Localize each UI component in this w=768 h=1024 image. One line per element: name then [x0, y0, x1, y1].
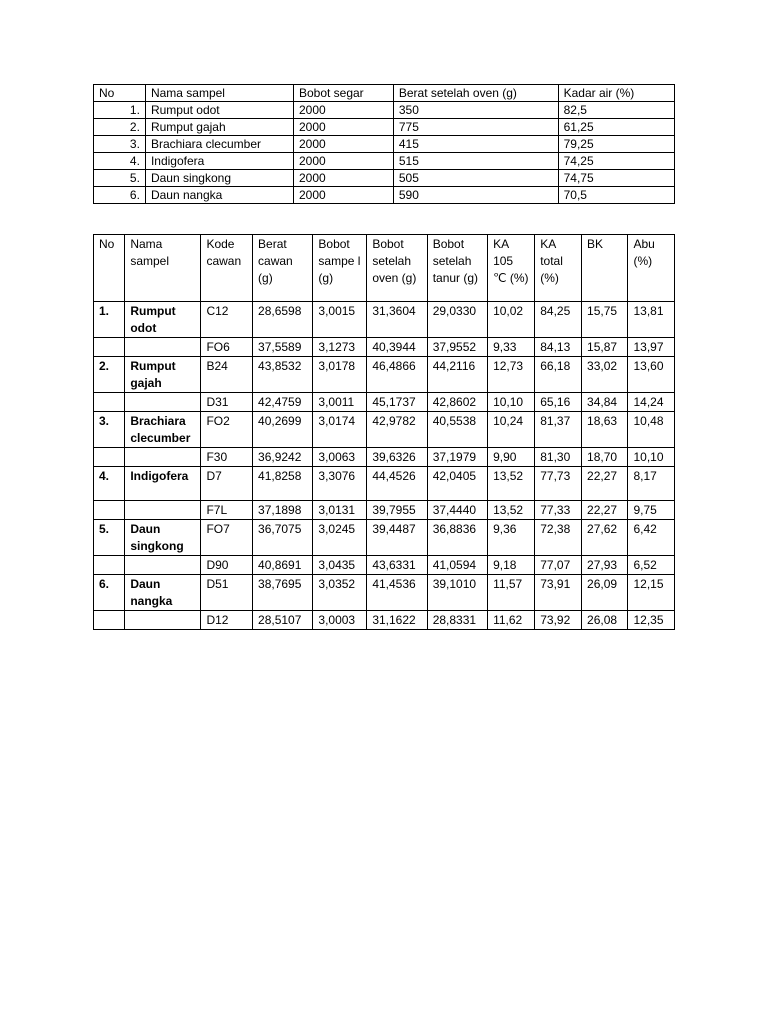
sample-name: Indigofera [125, 467, 201, 501]
table-cell: 22,27 [582, 467, 628, 501]
table-cell: 3,1273 [313, 338, 367, 357]
table-cell: 84,25 [535, 302, 582, 338]
table-cell: 13,97 [628, 338, 675, 357]
table-cell: 29,0330 [427, 302, 487, 338]
sample-name [125, 448, 201, 467]
moisture-summary-table [93, 84, 675, 204]
table-cell: Rumput odot [145, 102, 293, 119]
table-header-row [94, 85, 675, 102]
column-header: KA 105 ℃ (%) [488, 235, 535, 302]
table-cell: 28,5107 [253, 611, 313, 630]
table-cell: 10,10 [628, 448, 675, 467]
table-cell: 3,0063 [313, 448, 367, 467]
table-cell: 74,25 [558, 153, 674, 170]
table-row [94, 187, 675, 204]
table-cell: 3,0015 [313, 302, 367, 338]
table-cell: 39,7955 [367, 501, 427, 520]
table-cell: 13,60 [628, 357, 675, 393]
table-cell: 70,5 [558, 187, 674, 204]
table-cell: 42,8602 [427, 393, 487, 412]
table-cell: 14,24 [628, 393, 675, 412]
table-cell: 10,48 [628, 412, 675, 448]
row-number: 1. [94, 102, 146, 119]
table-cell: 33,02 [582, 357, 628, 393]
sample-name: Rumput gajah [125, 357, 201, 393]
table-cell: 13,81 [628, 302, 675, 338]
cup-code: D90 [201, 556, 253, 575]
table-row [94, 102, 675, 119]
column-header: Nama sampel [125, 235, 201, 302]
table-cell: 15,75 [582, 302, 628, 338]
column-header: Berat setelah oven (g) [393, 85, 558, 102]
table-row [94, 119, 675, 136]
sample-name [125, 501, 201, 520]
column-header: Nama sampel [145, 85, 293, 102]
cup-code: D51 [201, 575, 253, 611]
table-row [94, 302, 675, 338]
table-row [94, 170, 675, 187]
row-number: 4. [94, 153, 146, 170]
table-row [94, 611, 675, 630]
table-cell: 43,8532 [253, 357, 313, 393]
table-cell: 45,1737 [367, 393, 427, 412]
table-cell: 39,1010 [427, 575, 487, 611]
sample-name [125, 556, 201, 575]
cup-code: F30 [201, 448, 253, 467]
table-cell: 3,0174 [313, 412, 367, 448]
table-cell: Rumput gajah [145, 119, 293, 136]
table-cell: 82,5 [558, 102, 674, 119]
table-row [94, 556, 675, 575]
table-cell: 3,0003 [313, 611, 367, 630]
table-row [94, 575, 675, 611]
row-number [94, 556, 125, 575]
cup-code: D31 [201, 393, 253, 412]
table-cell: 10,24 [488, 412, 535, 448]
table-cell: 77,33 [535, 501, 582, 520]
table-cell: 28,8331 [427, 611, 487, 630]
column-header: BK [582, 235, 628, 302]
table-row [94, 393, 675, 412]
table-cell: 42,9782 [367, 412, 427, 448]
table-cell: 2000 [293, 153, 393, 170]
table-cell: 36,8836 [427, 520, 487, 556]
table-cell: 2000 [293, 187, 393, 204]
table-row [94, 520, 675, 556]
table-cell: 10,10 [488, 393, 535, 412]
table-cell: 73,91 [535, 575, 582, 611]
table-cell: 22,27 [582, 501, 628, 520]
column-header: Bobot sampe l (g) [313, 235, 367, 302]
table-cell: 590 [393, 187, 558, 204]
table-cell: 81,37 [535, 412, 582, 448]
table-cell: 415 [393, 136, 558, 153]
cup-code: FO6 [201, 338, 253, 357]
table-cell: 84,13 [535, 338, 582, 357]
table-cell: 8,17 [628, 467, 675, 501]
table-row [94, 412, 675, 448]
table-cell: 72,38 [535, 520, 582, 556]
table-cell: 15,87 [582, 338, 628, 357]
table-cell: Daun singkong [145, 170, 293, 187]
table-cell: 3,0178 [313, 357, 367, 393]
sample-name [125, 338, 201, 357]
table-cell: 79,25 [558, 136, 674, 153]
column-header: Bobot setelah tanur (g) [427, 235, 487, 302]
column-header: Bobot setelah oven (g) [367, 235, 427, 302]
column-header: Berat cawan (g) [253, 235, 313, 302]
table-cell: 6,52 [628, 556, 675, 575]
table-cell: 3,0245 [313, 520, 367, 556]
table-cell: 34,84 [582, 393, 628, 412]
table-cell: 10,02 [488, 302, 535, 338]
table-cell: 46,4866 [367, 357, 427, 393]
table-cell: Indigofera [145, 153, 293, 170]
table-cell: 61,25 [558, 119, 674, 136]
row-number: 3. [94, 412, 125, 448]
table-cell: 27,93 [582, 556, 628, 575]
table-cell: 2000 [293, 102, 393, 119]
table-header-row [94, 235, 675, 302]
column-header: No [94, 85, 146, 102]
table-cell: 18,70 [582, 448, 628, 467]
table-row [94, 153, 675, 170]
table-cell: 9,75 [628, 501, 675, 520]
cup-code: B24 [201, 357, 253, 393]
table-cell: 9,18 [488, 556, 535, 575]
row-number: 5. [94, 520, 125, 556]
table-cell: 31,3604 [367, 302, 427, 338]
table-row [94, 357, 675, 393]
table-cell: 3,0011 [313, 393, 367, 412]
table-cell: 9,33 [488, 338, 535, 357]
table-cell: 40,5538 [427, 412, 487, 448]
table-cell: 27,62 [582, 520, 628, 556]
table-cell: 41,8258 [253, 467, 313, 501]
row-number [94, 501, 125, 520]
table-cell: 40,8691 [253, 556, 313, 575]
table-cell: 66,18 [535, 357, 582, 393]
sample-name: Brachiara clecumber [125, 412, 201, 448]
table-cell: 81,30 [535, 448, 582, 467]
row-number: 5. [94, 170, 146, 187]
table-cell: 26,09 [582, 575, 628, 611]
cup-code: F7L [201, 501, 253, 520]
table-cell: 39,4487 [367, 520, 427, 556]
table-cell: 77,73 [535, 467, 582, 501]
table-cell: 3,0435 [313, 556, 367, 575]
table-cell: 37,9552 [427, 338, 487, 357]
table-cell: 12,15 [628, 575, 675, 611]
table-cell: 44,2116 [427, 357, 487, 393]
table-cell: 37,5589 [253, 338, 313, 357]
row-number: 4. [94, 467, 125, 501]
sample-name [125, 393, 201, 412]
table-cell: 37,1898 [253, 501, 313, 520]
sample-name: Daun nangka [125, 575, 201, 611]
row-number [94, 611, 125, 630]
table-cell: 37,4440 [427, 501, 487, 520]
sample-name: Rumput odot [125, 302, 201, 338]
table-cell: 2000 [293, 136, 393, 153]
column-header: No [94, 235, 125, 302]
column-header: Bobot segar [293, 85, 393, 102]
table-cell: 2000 [293, 119, 393, 136]
table-cell: 77,07 [535, 556, 582, 575]
table-cell: 42,4759 [253, 393, 313, 412]
table-cell: 36,7075 [253, 520, 313, 556]
table-cell: 11,57 [488, 575, 535, 611]
table-cell: 40,3944 [367, 338, 427, 357]
table-cell: 9,90 [488, 448, 535, 467]
table-cell: 26,08 [582, 611, 628, 630]
table-cell: 775 [393, 119, 558, 136]
table-cell: 31,1622 [367, 611, 427, 630]
cup-code: D12 [201, 611, 253, 630]
table-cell: 13,52 [488, 501, 535, 520]
column-header: Kode cawan [201, 235, 253, 302]
table-cell: 39,6326 [367, 448, 427, 467]
column-header: KA total (%) [535, 235, 582, 302]
table-cell: 73,92 [535, 611, 582, 630]
table-cell: 36,9242 [253, 448, 313, 467]
table-cell: 505 [393, 170, 558, 187]
table-row [94, 501, 675, 520]
cup-code: C12 [201, 302, 253, 338]
table-cell: 41,4536 [367, 575, 427, 611]
row-number: 6. [94, 187, 146, 204]
table-cell: 44,4526 [367, 467, 427, 501]
cup-code: FO7 [201, 520, 253, 556]
column-header: Kadar air (%) [558, 85, 674, 102]
column-header: Abu (%) [628, 235, 675, 302]
row-number: 6. [94, 575, 125, 611]
row-number [94, 393, 125, 412]
table-row [94, 467, 675, 501]
row-number: 3. [94, 136, 146, 153]
table-cell: 28,6598 [253, 302, 313, 338]
table-cell: 515 [393, 153, 558, 170]
ash-analysis-table [93, 234, 675, 630]
table-cell: 13,52 [488, 467, 535, 501]
table-cell: 41,0594 [427, 556, 487, 575]
table-cell: 37,1979 [427, 448, 487, 467]
table-cell: 43,6331 [367, 556, 427, 575]
table-cell: 3,0352 [313, 575, 367, 611]
row-number [94, 448, 125, 467]
table-cell: 6,42 [628, 520, 675, 556]
row-number [94, 338, 125, 357]
table-row [94, 448, 675, 467]
table-cell: 38,7695 [253, 575, 313, 611]
table-cell: 18,63 [582, 412, 628, 448]
table-row [94, 338, 675, 357]
table-cell: 65,16 [535, 393, 582, 412]
table-cell: 3,3076 [313, 467, 367, 501]
cup-code: D7 [201, 467, 253, 501]
row-number: 2. [94, 357, 125, 393]
table-cell: Brachiara clecumber [145, 136, 293, 153]
table-cell: 74,75 [558, 170, 674, 187]
table-cell: 12,73 [488, 357, 535, 393]
table-cell: 2000 [293, 170, 393, 187]
table-cell: Daun nangka [145, 187, 293, 204]
row-number: 2. [94, 119, 146, 136]
table-cell: 40,2699 [253, 412, 313, 448]
table-row [94, 136, 675, 153]
table-cell: 42,0405 [427, 467, 487, 501]
table-cell: 9,36 [488, 520, 535, 556]
row-number: 1. [94, 302, 125, 338]
sample-name [125, 611, 201, 630]
table-cell: 11,62 [488, 611, 535, 630]
table-cell: 12,35 [628, 611, 675, 630]
cup-code: FO2 [201, 412, 253, 448]
sample-name: Daun singkong [125, 520, 201, 556]
table-cell: 3,0131 [313, 501, 367, 520]
table-cell: 350 [393, 102, 558, 119]
